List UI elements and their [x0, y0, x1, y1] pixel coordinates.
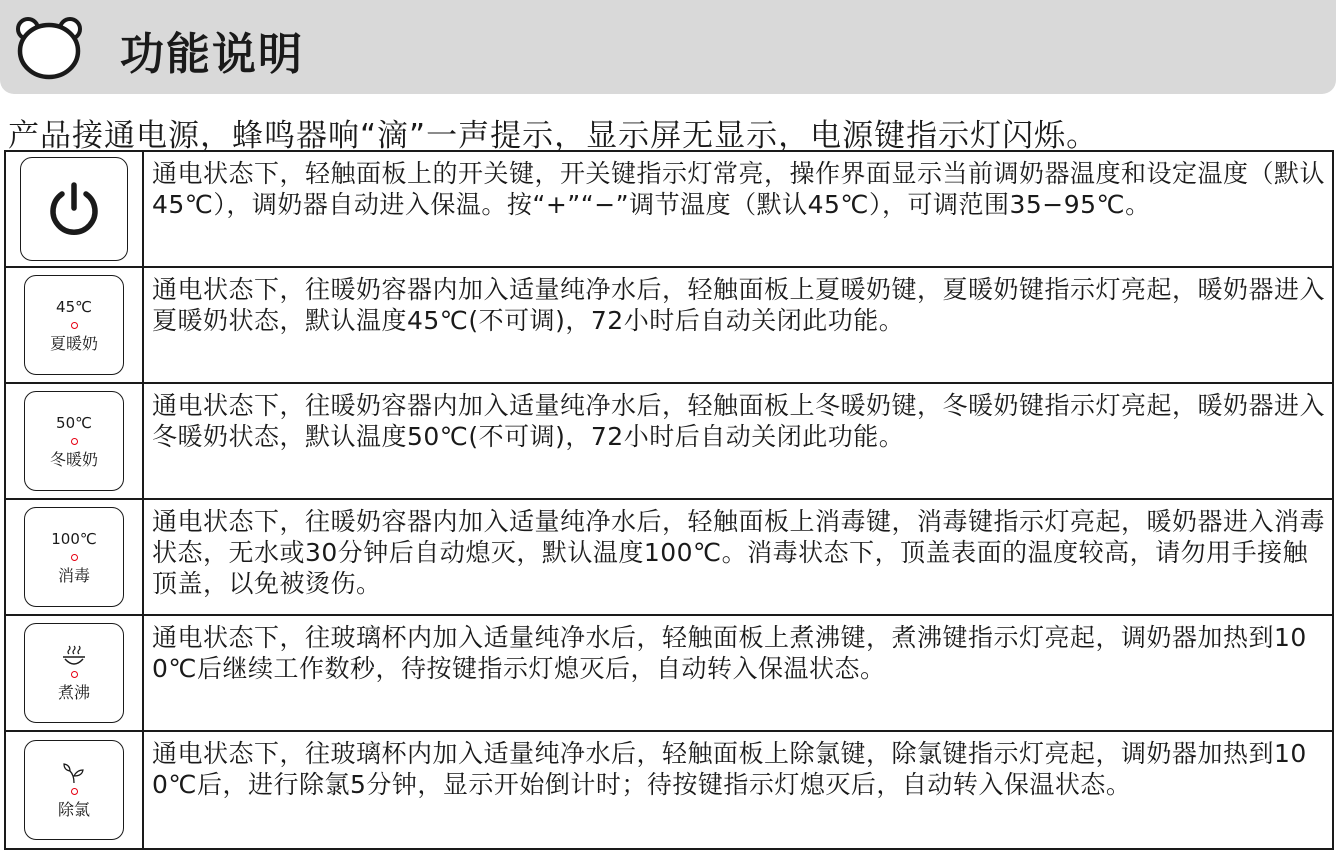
- table-row: [5, 731, 1333, 849]
- summer-warm-milk-key: [24, 275, 124, 375]
- key-temperature: 45℃: [56, 297, 92, 316]
- section-header: [0, 0, 1336, 94]
- key-label: 冬暖奶: [49, 449, 98, 469]
- function-table: [4, 150, 1334, 850]
- description-cell: 通电状态下，轻触面板上的开关键，开关键指示灯常亮，操作界面显示当前调奶器温度和设定温度（默认45℃），调奶器自动进入保温。按“+”“−”调节温度（默认45℃），可调范围35−95℃。: [143, 151, 1333, 267]
- power-icon: [43, 178, 105, 240]
- key-cell: [5, 615, 143, 731]
- intro-text: 产品接通电源，蜂鸣器响“滴”一声提示，显示屏无显示，电源键指示灯闪烁。: [8, 118, 1099, 154]
- description-cell: 通电状态下，往玻璃杯内加入适量纯净水后，轻触面板上煮沸键，煮沸键指示灯亮起，调奶器加热到100℃后继续工作数秒，待按键指示灯熄灭后，自动转入保温状态。: [143, 615, 1333, 731]
- key-cell: [5, 731, 143, 849]
- table-row: [5, 499, 1333, 615]
- key-label: 夏暖奶: [49, 333, 98, 353]
- key-label: 消毒: [57, 565, 90, 585]
- winter-warm-milk-key: [24, 391, 124, 491]
- key-temperature: 100℃: [51, 529, 97, 548]
- key-temperature: 50℃: [56, 413, 92, 432]
- key-cell: [5, 499, 143, 615]
- boil-bowl-icon: [61, 644, 87, 668]
- table-row: [5, 383, 1333, 499]
- boil-key: [24, 623, 124, 723]
- power-key: [20, 157, 128, 261]
- key-cell: [5, 267, 143, 383]
- description-cell: 通电状态下，往玻璃杯内加入适量纯净水后，轻触面板上除氯键，除氯键指示灯亮起，调奶器加热到100℃后，进行除氯5分钟，显示开始倒计时；待按键指示灯熄灭后，自动转入保温状态。: [143, 731, 1333, 849]
- sprout-icon: [61, 761, 87, 785]
- page-title: 功能说明: [120, 29, 304, 80]
- key-label: 煮沸: [57, 683, 90, 702]
- bear-head-icon: [14, 14, 84, 80]
- table-row: [5, 267, 1333, 383]
- indicator-light: [71, 322, 78, 329]
- dechlorinate-key: [24, 740, 124, 840]
- description-cell: 通电状态下，往暖奶容器内加入适量纯净水后，轻触面板上消毒键，消毒键指示灯亮起，暖奶器进入消毒状态，无水或30分钟后自动熄灭，默认温度100℃。消毒状态下，顶盖表面的温度较高，请勿用手接触顶盖，以免被烫伤。: [143, 499, 1333, 615]
- sterilize-key: [24, 507, 124, 607]
- indicator-light: [71, 671, 78, 678]
- key-cell: [5, 151, 143, 267]
- description-cell: 通电状态下，往暖奶容器内加入适量纯净水后，轻触面板上冬暖奶键，冬暖奶键指示灯亮起，暖奶器进入冬暖奶状态，默认温度50℃(不可调)，72小时后自动关闭此功能。: [143, 383, 1333, 499]
- table-row: [5, 151, 1333, 267]
- description-cell: 通电状态下，往暖奶容器内加入适量纯净水后，轻触面板上夏暖奶键，夏暖奶键指示灯亮起，暖奶器进入夏暖奶状态，默认温度45℃(不可调)，72小时后自动关闭此功能。: [143, 267, 1333, 383]
- indicator-light: [71, 438, 78, 445]
- key-label: 除氯: [57, 800, 90, 819]
- indicator-light: [71, 554, 78, 561]
- key-cell: [5, 383, 143, 499]
- indicator-light: [71, 788, 78, 795]
- table-row: [5, 615, 1333, 731]
